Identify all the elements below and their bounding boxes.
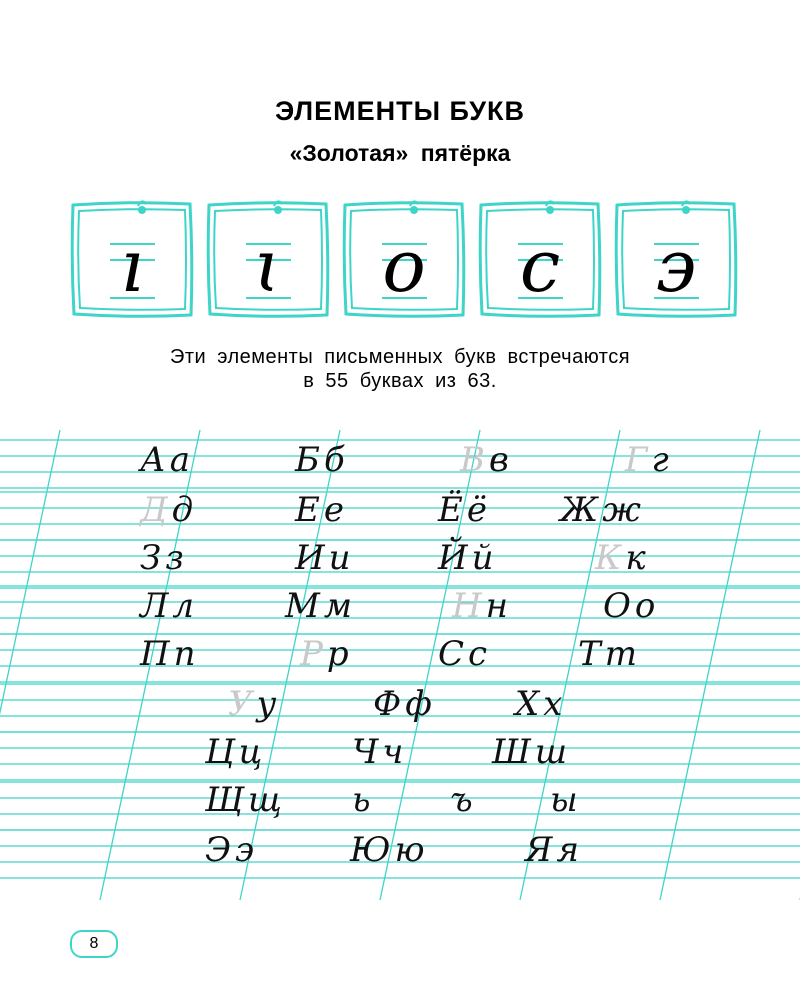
uppercase-letter: М (285, 586, 320, 626)
uppercase-letter: Ф (373, 684, 402, 724)
letter-pair (525, 832, 579, 868)
uppercase-letter: Я (525, 830, 553, 870)
lowercase-letter: ы (550, 780, 578, 820)
lowercase-letter: ш (534, 732, 568, 772)
lowercase-letter: т (604, 634, 637, 674)
uppercase-letter: О (603, 586, 631, 626)
letter-pair (285, 588, 352, 624)
lowercase-letter: п (173, 634, 196, 674)
uppercase-letter: Х (515, 684, 540, 724)
letter-pair (578, 636, 637, 672)
lowercase-letter: л (172, 586, 195, 626)
lowercase-letter: ф (405, 684, 432, 724)
lowercase-letter: к (625, 538, 646, 578)
letter-pair (438, 636, 487, 672)
letter-pair (595, 540, 646, 576)
letter-pair (140, 636, 196, 672)
letter-pair (350, 832, 425, 868)
lowercase-letter: м (323, 586, 353, 626)
lowercase-letter: и (328, 538, 351, 578)
letter-pair (300, 636, 349, 672)
letter-pair (140, 540, 184, 576)
lowercase-letter: г (651, 440, 669, 480)
letter-pair (295, 540, 351, 576)
letter-pair (352, 734, 403, 770)
letter-pair (352, 782, 371, 818)
lowercase-letter: а (169, 440, 191, 480)
element-glyph: o (382, 224, 426, 308)
description-line: в 55 буквах из 63. (303, 370, 497, 392)
letter-pair (228, 686, 276, 722)
lowercase-letter: с (468, 634, 488, 674)
letter-pair (205, 832, 254, 868)
element-glyph: ı (120, 224, 144, 308)
letter-pair (205, 782, 282, 818)
lowercase-letter: н (485, 586, 509, 626)
uppercase-letter: Б (295, 440, 320, 480)
uppercase-letter: У (228, 684, 253, 724)
uppercase-letter: Ю (350, 830, 391, 870)
uppercase-letter: Н (452, 586, 482, 626)
lowercase-letter: в (489, 440, 509, 480)
element-glyph: c (519, 224, 561, 308)
letter-pair (450, 782, 473, 818)
lowercase-letter: х (543, 684, 563, 724)
uppercase-letter: А (140, 440, 166, 480)
letter-pair (373, 686, 432, 722)
letter-pair (625, 442, 669, 478)
uppercase-letter: Э (205, 830, 232, 870)
lowercase-letter: ъ (450, 780, 473, 820)
element-glyph: ɩ (253, 224, 283, 308)
letter-pair (550, 782, 578, 818)
lowercase-letter: ц (238, 732, 263, 772)
lowercase-letter: й (471, 538, 494, 578)
lowercase-letter: б (324, 440, 345, 480)
uppercase-letter: С (438, 634, 465, 674)
page-subtitle: «Золотая» пятёрка (289, 140, 511, 166)
letter-pair (460, 442, 509, 478)
letter-pair (295, 492, 344, 528)
uppercase-letter: И (295, 538, 325, 578)
letter-pair (515, 686, 562, 722)
lowercase-letter: ю (394, 830, 425, 870)
uppercase-letter: Ц (205, 732, 235, 772)
lowercase-letter: р (326, 634, 349, 674)
page-number: 8 (70, 930, 118, 958)
uppercase-letter: Т (578, 634, 601, 674)
letter-pair (205, 734, 262, 770)
lowercase-letter: ё (466, 490, 487, 530)
uppercase-letter: П (140, 634, 170, 674)
description-line: Эти элементы письменных букв встречаются (169, 346, 631, 368)
lowercase-letter: о (634, 586, 656, 626)
lowercase-letter: я (556, 830, 579, 870)
element-glyph: э (655, 224, 697, 308)
lowercase-letter: у (256, 684, 277, 724)
uppercase-letter: К (595, 538, 622, 578)
uppercase-letter: Д (140, 490, 168, 530)
lowercase-letter: з (165, 538, 184, 578)
uppercase-letter: Ч (352, 732, 379, 772)
letter-pair (438, 540, 494, 576)
uppercase-letter: З (140, 538, 162, 578)
letter-pair (603, 588, 655, 624)
letter-pair (140, 492, 193, 528)
lowercase-letter: ч (382, 732, 404, 772)
lowercase-letter: д (171, 490, 194, 530)
uppercase-letter: Р (300, 634, 323, 674)
uppercase-letter: Й (438, 538, 468, 578)
uppercase-letter: Щ (205, 780, 244, 820)
lowercase-letter: щ (247, 780, 282, 820)
letter-pair (140, 442, 190, 478)
letter-pair (492, 734, 567, 770)
uppercase-letter: В (460, 440, 485, 480)
letter-pair (560, 492, 641, 528)
uppercase-letter: Ж (560, 490, 599, 530)
uppercase-letter: Л (140, 586, 169, 626)
letter-pair (438, 492, 487, 528)
page-title: ЭЛЕМЕНТЫ БУКВ (274, 96, 526, 126)
lowercase-letter: ь (352, 780, 371, 820)
uppercase-letter: Ё (438, 490, 463, 530)
uppercase-letter: Ш (492, 732, 531, 772)
lowercase-letter: э (235, 830, 255, 870)
uppercase-letter: Е (295, 490, 320, 530)
uppercase-letter: Г (625, 440, 648, 480)
lowercase-letter: е (323, 490, 344, 530)
letter-pair (140, 588, 194, 624)
lowercase-letter: ж (602, 490, 641, 530)
letter-pair (452, 588, 508, 624)
letter-pair (295, 442, 345, 478)
